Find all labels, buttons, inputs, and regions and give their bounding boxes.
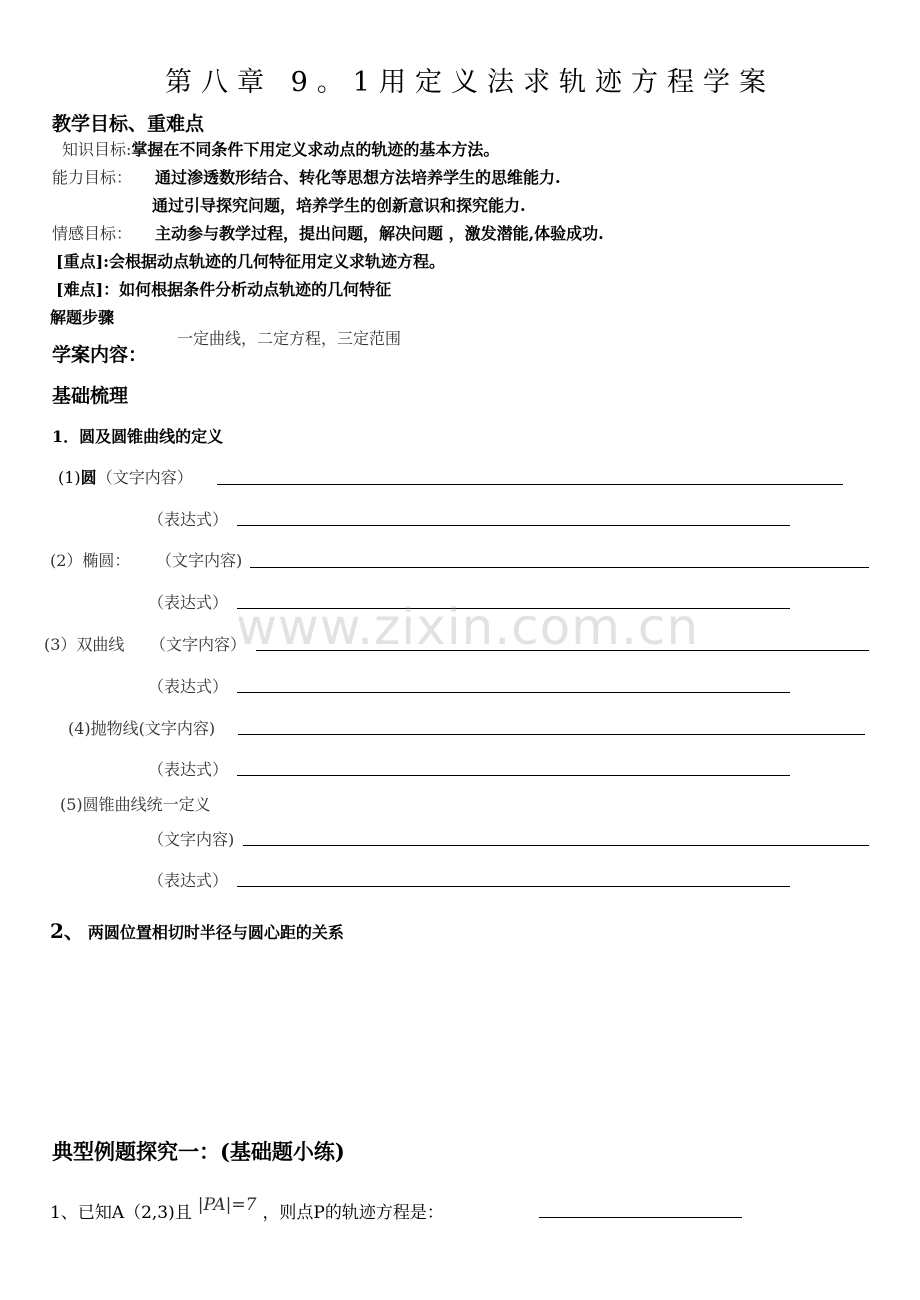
q1-suffix: ，则点P的轨迹方程是： <box>262 1203 444 1223</box>
key-point: [重点]:会根据动点轨迹的几何特征用定义求轨迹方程。 <box>56 252 446 271</box>
question-1 <box>50 1195 444 1223</box>
knowledge-goal-label: 知识目标: <box>62 140 132 159</box>
ellipse-text-blank[interactable] <box>250 567 869 568</box>
circle-expr-blank[interactable] <box>237 525 790 526</box>
q1-prefix: 1、已知A（2,3)且 <box>50 1203 192 1223</box>
goals-heading: 教学目标、重难点 <box>52 113 205 135</box>
steps-content: 一定曲线，二定方程，三定范围 <box>177 329 402 348</box>
q1-formula: |PA|=7 <box>197 1195 257 1215</box>
hyperbola-text-label: （文字内容） <box>150 635 247 654</box>
section2-title: 两圆位置相切时半径与圆心距的关系 <box>87 923 344 942</box>
circle-row <box>58 465 193 488</box>
page-title: 第八章 9。1用定义法求轨迹方程学案 <box>165 67 775 98</box>
difficult-point: [难点]：如何根据条件分析动点轨迹的几何特征 <box>56 280 392 299</box>
steps-label: 解题步骤 <box>50 308 115 327</box>
knowledge-goal <box>62 137 499 160</box>
unified-text-label: （文字内容) <box>148 830 235 849</box>
ellipse-text-label: （文字内容) <box>156 551 243 570</box>
section2-num: 2、 <box>50 919 84 943</box>
content-label: 学案内容： <box>52 344 148 366</box>
section1-title: 1．圆及圆锥曲线的定义 <box>52 427 224 446</box>
parabola-expr-label: （表达式） <box>148 760 229 779</box>
hyperbola-expr-label: （表达式） <box>148 677 229 696</box>
emotion-goal-text: 主动参与教学过程，提出问题，解决问题 ，激发潜能,体验成功. <box>155 224 604 243</box>
basics-heading: 基础梳理 <box>52 385 129 407</box>
ellipse-label: (2）椭圆： <box>50 551 131 570</box>
q1-answer-blank[interactable] <box>539 1217 742 1218</box>
unified-label: (5)圆锥曲线统一定义 <box>60 795 211 814</box>
hyperbola-expr-blank[interactable] <box>237 692 790 693</box>
circle-text-blank[interactable] <box>217 484 843 485</box>
ability-goal-text-2: 通过引导探究问题，培养学生的创新意识和探究能力. <box>152 196 526 215</box>
hyperbola-text-blank[interactable] <box>256 650 869 651</box>
ability-goal-label: 能力目标： <box>52 168 133 187</box>
unified-expr-blank[interactable] <box>237 886 790 887</box>
ability-goal-text-1: 通过渗透数形结合、转化等思想方法培养学生的思维能力. <box>155 168 561 187</box>
hyperbola-label: (3）双曲线 <box>44 635 125 654</box>
parabola-expr-blank[interactable] <box>237 775 790 776</box>
circle-num: (1) <box>58 468 81 487</box>
knowledge-goal-text: 掌握在不同条件下用定义求动点的轨迹的基本方法。 <box>131 140 500 159</box>
example-heading: 典型例题探究一：(基础题小练) <box>52 1139 345 1164</box>
watermark: www.zixin.com.cn <box>236 598 700 656</box>
parabola-text-blank[interactable] <box>238 734 865 735</box>
circle-label: 圆 <box>80 468 97 487</box>
circle-text-label: （文字内容） <box>96 468 193 487</box>
circle-expr-label: （表达式） <box>148 510 229 529</box>
parabola-label: (4)抛物线(文字内容) <box>68 719 216 738</box>
section2-row <box>50 915 344 944</box>
ellipse-expr-label: （表达式） <box>148 593 229 612</box>
emotion-goal-label: 情感目标： <box>52 224 133 243</box>
unified-expr-label: （表达式） <box>148 871 229 890</box>
unified-text-blank[interactable] <box>243 845 869 846</box>
